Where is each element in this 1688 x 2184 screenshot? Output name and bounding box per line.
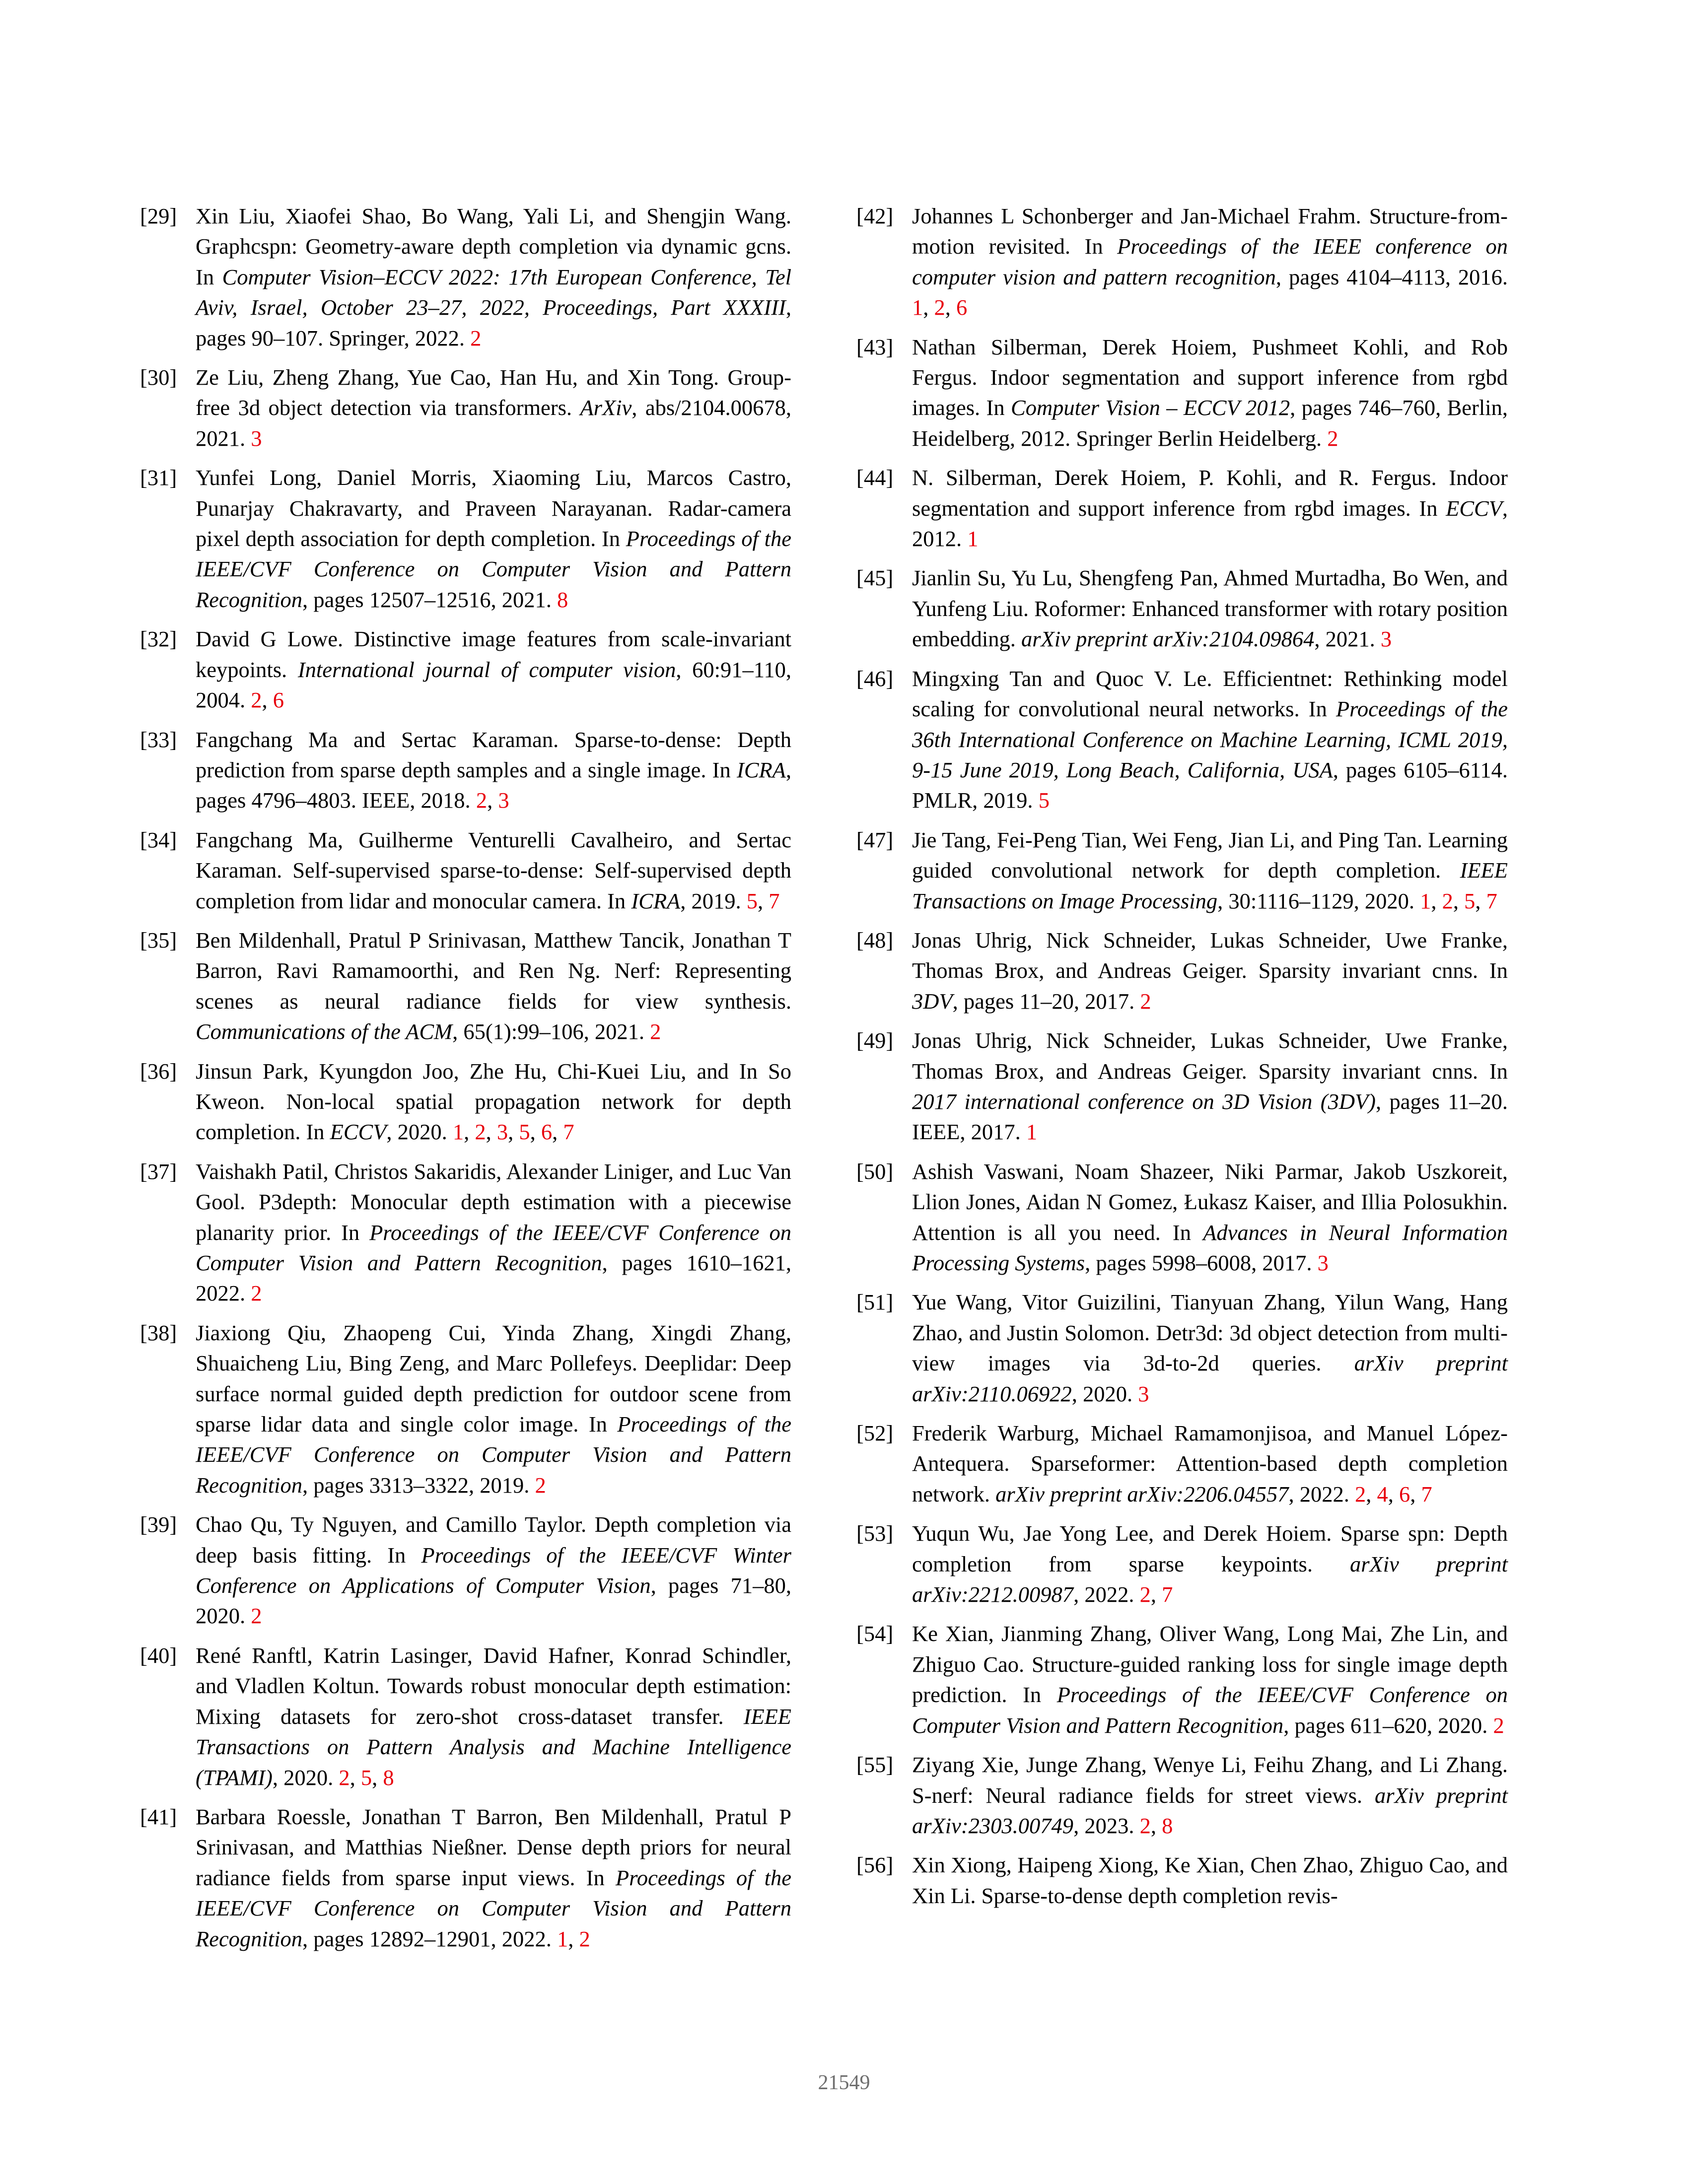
reference-segment: René Ranftl, Katrin Lasinger, David Hafner, Konrad Schindler, and Vladlen Koltun. Towards robust monocular depth estimation: Mixing datasets for zero-shot cross-dataset transfer.: [196, 1642, 791, 1729]
reference-text: [196, 1640, 791, 1793]
reference-venue: Computer Vision – ECCV 2012: [1011, 395, 1290, 420]
reference-segment: David G Lowe. Distinctive image features from scale-invariant keypoints.: [196, 626, 791, 682]
reference-segment: ,: [1453, 888, 1465, 913]
right-column: [856, 201, 1508, 1920]
citation-backlink[interactable]: 5: [360, 1765, 372, 1790]
reference-number: [54]: [856, 1621, 894, 1646]
reference-segment: Jonas Uhrig, Nick Schneider, Lukas Schneider, Uwe Franke, Thomas Brox, and Andreas Geiger. Sparsity invariant cnns. In: [912, 1028, 1508, 1084]
citation-backlink[interactable]: 5: [1464, 888, 1476, 913]
citation-backlink[interactable]: 1: [557, 1926, 568, 1951]
reference-segment: , pages 90–107. Springer, 2022.: [196, 295, 791, 350]
reference-segment: ,: [1431, 888, 1442, 913]
reference-item: [140, 624, 791, 715]
citation-backlink[interactable]: 5: [1038, 788, 1050, 813]
reference-text: [912, 925, 1508, 1017]
reference-number: [56]: [856, 1852, 894, 1878]
citation-backlink[interactable]: 5: [519, 1119, 530, 1145]
citation-backlink[interactable]: 2: [476, 788, 488, 813]
reference-item: [856, 1750, 1508, 1841]
reference-segment: ,: [945, 295, 956, 320]
reference-segment: , pages 11–20, 2017.: [952, 988, 1140, 1014]
reference-segment: Johannes L Schonberger and Jan-Michael Frahm. Structure-from-motion revisited. In: [912, 204, 1508, 259]
citation-backlink[interactable]: 2: [251, 1603, 262, 1629]
reference-segment: , 2020.: [386, 1119, 453, 1145]
reference-number: [50]: [856, 1159, 894, 1184]
reference-segment: Jiaxiong Qiu, Zhaopeng Cui, Yinda Zhang, Xingdi Zhang, Shuaicheng Liu, Bing Zeng, and Marc Pollefeys. Deeplidar: Deep surface normal guided depth prediction for outdoor scene from sparse lidar data and single color image. In: [196, 1320, 791, 1437]
citation-backlink[interactable]: 3: [496, 1119, 508, 1145]
reference-venue: Proceedings of the IEEE/CVF Conference on Computer Vision and Pattern Recognition: [912, 1682, 1508, 1738]
citation-backlink[interactable]: 2: [934, 295, 945, 320]
reference-venue: arXiv preprint arXiv:2206.04557: [995, 1481, 1289, 1506]
reference-segment: , pages 4104–4113, 2016.: [1275, 264, 1508, 289]
reference-text: [196, 1802, 791, 1954]
reference-segment: Xin Xiong, Haipeng Xiong, Ke Xian, Chen Zhao, Zhiguo Cao, and Xin Li. Sparse-to-dense depth completion revis-: [912, 1852, 1508, 1908]
left-column: [140, 201, 791, 1963]
reference-segment: Jonas Uhrig, Nick Schneider, Lukas Schneider, Uwe Franke, Thomas Brox, and Andreas Geiger. Sparsity invariant cnns. In: [912, 927, 1508, 983]
reference-item: [856, 1418, 1508, 1509]
reference-venue: Advances in Neural Information Processing Systems: [912, 1220, 1508, 1275]
reference-item: [140, 825, 791, 916]
reference-text: [196, 201, 791, 353]
reference-text: [196, 1056, 791, 1148]
reference-item: [140, 1640, 791, 1793]
citation-backlink[interactable]: 2: [470, 325, 482, 350]
reference-segment: Ashish Vaswani, Noam Shazeer, Niki Parmar, Jakob Uszkoreit, Llion Jones, Aidan N Gomez, Łukasz Kaiser, and Illia Polosukhin. Attention is all you need. In: [912, 1159, 1508, 1245]
reference-segment: ,: [464, 1119, 475, 1145]
reference-segment: Yue Wang, Vitor Guizilini, Tianyuan Zhang, Yilun Wang, Hang Zhao, and Justin Solomon. Detr3d: 3d object detection from multi-view images via 3d-to-2d queries.: [912, 1290, 1508, 1376]
reference-item: [856, 825, 1508, 916]
citation-backlink[interactable]: 6: [541, 1119, 553, 1145]
reference-number: [51]: [856, 1290, 894, 1315]
citation-backlink[interactable]: 3: [1317, 1250, 1329, 1275]
citation-backlink[interactable]: 2: [579, 1926, 590, 1951]
reference-segment: ,: [486, 1119, 497, 1145]
citation-backlink[interactable]: 8: [557, 587, 568, 612]
citation-backlink[interactable]: 7: [1421, 1481, 1432, 1506]
reference-segment: ,: [1475, 888, 1486, 913]
reference-text: [196, 825, 791, 916]
reference-number: [41]: [140, 1804, 177, 1829]
reference-item: [140, 925, 791, 1047]
reference-venue: Communications of the ACM: [196, 1019, 453, 1044]
reference-segment: Chao Qu, Ty Nguyen, and Camillo Taylor. Depth completion via deep basis fitting. In: [196, 1512, 791, 1568]
reference-number: [35]: [140, 927, 177, 953]
reference-item: [856, 332, 1508, 454]
reference-venue: arXiv preprint arXiv:2212.00987: [912, 1551, 1508, 1607]
reference-venue: ECCV: [1446, 495, 1502, 521]
citation-backlink[interactable]: 5: [746, 888, 758, 913]
reference-segment: , 2022.: [1073, 1582, 1140, 1607]
reference-segment: , 65(1):99–106, 2021.: [452, 1019, 650, 1044]
reference-venue: IEEE Transactions on Image Processing: [912, 858, 1508, 913]
citation-backlink[interactable]: 2: [251, 1281, 262, 1306]
reference-number: [48]: [856, 927, 894, 953]
reference-number: [40]: [140, 1642, 177, 1668]
reference-text: [912, 463, 1508, 554]
citation-backlink[interactable]: 1: [912, 295, 923, 320]
reference-segment: , 2020.: [272, 1765, 339, 1790]
reference-segment: ,: [487, 788, 498, 813]
reference-item: [140, 362, 791, 454]
citation-backlink[interactable]: 7: [1162, 1582, 1173, 1607]
reference-item: [140, 1056, 791, 1148]
reference-text: [912, 1750, 1508, 1841]
reference-segment: , pages 12507–12516, 2021.: [302, 587, 557, 612]
reference-text: [912, 825, 1508, 916]
reference-item: [856, 1518, 1508, 1610]
reference-venue: 2017 international conference on 3D Vision (3DV): [912, 1089, 1376, 1114]
reference-segment: , 30:1116–1129, 2020.: [1217, 888, 1420, 913]
reference-item: [856, 1619, 1508, 1741]
reference-text: [912, 1025, 1508, 1148]
reference-segment: Frederik Warburg, Michael Ramamonjisoa, and Manuel López-Antequera. Sparseformer: Attention-based depth completion network.: [912, 1421, 1508, 1506]
reference-segment: Fangchang Ma and Sertac Karaman. Sparse-to-dense: Depth prediction from sparse depth samples and a single image. In: [196, 727, 791, 782]
citation-backlink[interactable]: 8: [383, 1765, 394, 1790]
reference-venue: ArXiv: [580, 395, 632, 420]
reference-venue: Proceedings of the IEEE/CVF Conference on Computer Vision and Pattern Recognition: [196, 526, 791, 612]
reference-text: [196, 725, 791, 816]
reference-text: [196, 1157, 791, 1309]
reference-segment: ,: [508, 1119, 519, 1145]
reference-segment: , 2021.: [1314, 626, 1381, 652]
reference-venue: 3DV: [912, 988, 953, 1014]
reference-segment: Nathan Silberman, Derek Hoiem, Pushmeet Kohli, and Rob Fergus. Indoor segmentation and support inference from rgbd images. In: [912, 334, 1508, 420]
reference-segment: ,: [1150, 1813, 1162, 1838]
page-number: 21549: [818, 2071, 870, 2094]
reference-text: [196, 1509, 791, 1632]
reference-segment: , 2012.: [912, 495, 1508, 551]
reference-text: [912, 1619, 1508, 1741]
reference-segment: , pages 746–760, Berlin, Heidelberg, 2012. Springer Berlin Heidelberg.: [912, 395, 1508, 451]
citation-backlink[interactable]: 1: [967, 526, 979, 551]
citation-backlink[interactable]: 7: [769, 888, 780, 913]
reference-item: [856, 563, 1508, 654]
reference-item: [856, 925, 1508, 1017]
reference-text: [912, 664, 1508, 816]
reference-venue: Proceedings of the 36th International Conference on Machine Learning, ICML 2019, 9-15 June 2019, Long Beach, California, USA: [912, 696, 1508, 782]
reference-number: [33]: [140, 727, 177, 752]
reference-segment: Yunfei Long, Daniel Morris, Xiaoming Liu, Marcos Castro, Punarjay Chakravarty, and Praveen Narayanan. Radar-camera pixel depth association for depth completion. In: [196, 465, 791, 551]
reference-segment: , pages 71–80, 2020.: [196, 1573, 792, 1629]
citation-backlink[interactable]: 2: [535, 1472, 546, 1498]
reference-item: [856, 664, 1508, 816]
citation-backlink[interactable]: 2: [1327, 425, 1338, 451]
reference-segment: , pages 4796–4803. IEEE, 2018.: [196, 757, 791, 813]
reference-item: [856, 463, 1508, 554]
reference-item: [140, 1157, 791, 1309]
citation-backlink[interactable]: 2: [1139, 1813, 1151, 1838]
reference-number: [42]: [856, 204, 894, 228]
reference-number: [47]: [856, 827, 894, 852]
citation-backlink[interactable]: 2: [1493, 1712, 1504, 1738]
reference-segment: Jinsun Park, Kyungdon Joo, Zhe Hu, Chi-Kuei Liu, and In So Kweon. Non-local spatial propagation network for depth completion. In: [196, 1058, 791, 1145]
reference-number: [46]: [856, 666, 894, 691]
reference-segment: , 2020.: [1071, 1381, 1138, 1406]
reference-segment: , 2019.: [680, 888, 747, 913]
reference-venue: Proceedings of the IEEE/CVF Conference on Computer Vision and Pattern Recognition: [196, 1865, 791, 1951]
reference-venue: Proceedings of the IEEE conference on computer vision and pattern recognition: [912, 234, 1508, 289]
reference-segment: , pages 6105–6114. PMLR, 2019.: [912, 757, 1508, 813]
reference-text: [912, 1850, 1508, 1911]
citation-backlink[interactable]: 7: [563, 1119, 574, 1145]
reference-segment: , pages 5998–6008, 2017.: [1085, 1250, 1318, 1275]
citation-backlink[interactable]: 3: [251, 425, 262, 451]
reference-venue: Computer Vision–ECCV 2022: 17th European Conference, Tel Aviv, Israel, October 23–27, 2022, Proceedings, Part XXXIII: [196, 264, 791, 320]
reference-venue: Proceedings of the IEEE/CVF Winter Conference on Applications of Computer Vision: [196, 1542, 791, 1598]
reference-text: [196, 362, 791, 454]
citation-backlink[interactable]: 2: [475, 1119, 486, 1145]
reference-number: [43]: [856, 334, 894, 359]
reference-segment: , 60:91–110, 2004.: [196, 657, 792, 713]
reference-text: [912, 1157, 1508, 1279]
citation-backlink[interactable]: 3: [1380, 626, 1392, 652]
reference-item: [856, 1850, 1508, 1911]
reference-number: [29]: [140, 204, 177, 228]
reference-segment: , 2022.: [1288, 1481, 1355, 1506]
reference-venue: arXiv preprint arXiv:2303.00749: [912, 1782, 1508, 1838]
reference-number: [44]: [856, 465, 894, 490]
reference-venue: arXiv preprint arXiv:2104.09864: [1021, 626, 1315, 652]
reference-venue: ECCV: [330, 1119, 387, 1145]
reference-segment: , abs/2104.00678, 2021.: [196, 395, 792, 451]
citation-backlink[interactable]: 2: [1139, 1582, 1151, 1607]
reference-segment: , pages 1610–1621, 2022.: [196, 1250, 791, 1306]
reference-text: [912, 201, 1508, 323]
reference-segment: Mingxing Tan and Quoc V. Le. Efficientnet: Rethinking model scaling for convolutional neural networks. In: [912, 666, 1508, 722]
reference-number: [34]: [140, 827, 177, 852]
reference-segment: Ben Mildenhall, Pratul P Srinivasan, Matthew Tancik, Jonathan T Barron, Ravi Ramamoorthi, and Ren Ng. Nerf: Representing scenes as neural radiance fields for view synthesis.: [196, 927, 791, 1014]
reference-segment: Vaishakh Patil, Christos Sakaridis, Alexander Liniger, and Luc Van Gool. P3depth: Monocular depth estimation with a piecewise planarity prior. In: [196, 1159, 791, 1245]
reference-number: [32]: [140, 626, 177, 652]
reference-segment: N. Silberman, Derek Hoiem, P. Kohli, and R. Fergus. Indoor segmentation and support inference from rgbd images. In: [912, 465, 1508, 521]
reference-item: [140, 725, 791, 816]
reference-text: [912, 1287, 1508, 1409]
reference-text: [912, 332, 1508, 454]
reference-venue: arXiv preprint arXiv:2110.06922: [912, 1351, 1508, 1406]
reference-segment: Ziyang Xie, Junge Zhang, Wenye Li, Feihu Zhang, and Li Zhang. S-nerf: Neural radiance fields for street views.: [912, 1752, 1508, 1808]
citation-backlink[interactable]: 8: [1162, 1813, 1173, 1838]
reference-segment: Jianlin Su, Yu Lu, Shengfeng Pan, Ahmed Murtadha, Bo Wen, and Yunfeng Liu. Roformer: Enhanced transformer with rotary position embedding.: [912, 565, 1508, 652]
reference-item: [856, 1157, 1508, 1279]
reference-item: [140, 1318, 791, 1501]
reference-text: [196, 624, 791, 715]
reference-item: [140, 1802, 791, 1954]
reference-number: [38]: [140, 1320, 177, 1345]
reference-segment: ,: [923, 295, 934, 320]
citation-backlink[interactable]: 2: [1442, 888, 1453, 913]
citation-backlink[interactable]: 6: [1399, 1481, 1410, 1506]
reference-segment: ,: [350, 1765, 361, 1790]
reference-number: [53]: [856, 1521, 894, 1546]
citation-backlink[interactable]: 3: [1138, 1381, 1149, 1406]
reference-segment: ,: [372, 1765, 383, 1790]
reference-segment: Ze Liu, Zheng Zhang, Yue Cao, Han Hu, and Xin Tong. Group-free 3d object detection via transformers.: [196, 365, 791, 420]
citation-backlink[interactable]: 1: [1420, 888, 1431, 913]
reference-segment: , pages 611–620, 2020.: [1283, 1712, 1493, 1738]
reference-segment: , pages 11–20. IEEE, 2017.: [912, 1089, 1508, 1145]
reference-item: [140, 463, 791, 615]
reference-segment: Ke Xian, Jianming Zhang, Oliver Wang, Long Mai, Zhe Lin, and Zhiguo Cao. Structure-guided ranking loss for single image depth prediction. In: [912, 1621, 1508, 1707]
reference-segment: Jie Tang, Fei-Peng Tian, Wei Feng, Jian Li, and Ping Tan. Learning guided convolutional network for depth completion.: [912, 827, 1508, 883]
citation-backlink[interactable]: 3: [498, 788, 509, 813]
reference-number: [55]: [856, 1752, 894, 1777]
reference-segment: , 2023.: [1073, 1813, 1140, 1838]
reference-item: [856, 201, 1508, 323]
citation-backlink[interactable]: 4: [1377, 1481, 1388, 1506]
reference-item: [856, 1025, 1508, 1148]
reference-segment: , pages 3313–3322, 2019.: [302, 1472, 535, 1498]
reference-text: [196, 925, 791, 1047]
citation-backlink[interactable]: 1: [452, 1119, 464, 1145]
reference-venue: ICRA: [737, 757, 786, 782]
citation-backlink[interactable]: 2: [251, 687, 262, 713]
reference-item: [856, 1287, 1508, 1409]
reference-number: [36]: [140, 1058, 177, 1084]
reference-venue: IEEE Transactions on Pattern Analysis and Machine Intelligence (TPAMI): [196, 1704, 791, 1790]
reference-number: [45]: [856, 565, 894, 591]
reference-segment: Xin Liu, Xiaofei Shao, Bo Wang, Yali Li, and Shengjin Wang. Graphcspn: Geometry-aware depth completion via dynamic gcns. In: [196, 204, 791, 289]
reference-venue: International journal of computer vision: [297, 657, 676, 682]
reference-segment: ,: [757, 888, 769, 913]
reference-segment: ,: [1410, 1481, 1421, 1506]
citation-backlink[interactable]: 2: [339, 1765, 350, 1790]
reference-text: [912, 1418, 1508, 1509]
reference-venue: Proceedings of the IEEE/CVF Conference on Computer Vision and Pattern Recognition: [196, 1412, 791, 1498]
reference-segment: ,: [568, 1926, 579, 1951]
reference-segment: , pages 12892–12901, 2022.: [302, 1926, 557, 1951]
reference-number: [52]: [856, 1421, 894, 1446]
reference-venue: Proceedings of the IEEE/CVF Conference on Computer Vision and Pattern Recognition: [196, 1220, 791, 1275]
reference-text: [912, 1518, 1508, 1610]
reference-item: [140, 1509, 791, 1632]
citation-backlink[interactable]: 1: [1026, 1119, 1038, 1145]
reference-number: [31]: [140, 465, 177, 490]
reference-segment: ,: [530, 1119, 541, 1145]
citation-backlink[interactable]: 2: [1140, 988, 1151, 1014]
reference-venue: ICRA: [631, 888, 681, 913]
reference-text: [912, 563, 1508, 654]
reference-segment: ,: [1150, 1582, 1162, 1607]
reference-text: [196, 463, 791, 615]
reference-segment: Fangchang Ma, Guilherme Venturelli Cavalheiro, and Sertac Karaman. Self-supervised sparse-to-dense: Self-supervised depth completion from lidar and monocular camera. In: [196, 827, 791, 913]
citation-backlink[interactable]: 2: [1354, 1481, 1366, 1506]
reference-text: [196, 1318, 791, 1501]
citation-backlink[interactable]: 2: [650, 1019, 661, 1044]
reference-number: [49]: [856, 1028, 894, 1053]
reference-number: [30]: [140, 365, 177, 390]
reference-number: [39]: [140, 1512, 177, 1537]
reference-number: [37]: [140, 1159, 177, 1184]
citation-backlink[interactable]: 6: [956, 295, 968, 320]
reference-segment: ,: [552, 1119, 563, 1145]
reference-segment: ,: [262, 687, 273, 713]
citation-backlink[interactable]: 7: [1486, 888, 1497, 913]
reference-segment: Barbara Roessle, Jonathan T Barron, Ben Mildenhall, Pratul P Srinivasan, and Matthias Nießner. Dense depth priors for neural radiance fields from sparse input views. In: [196, 1804, 791, 1890]
citation-backlink[interactable]: 6: [273, 687, 284, 713]
reference-segment: Yuqun Wu, Jae Yong Lee, and Derek Hoiem. Sparse spn: Depth completion from sparse keypoints.: [912, 1521, 1508, 1576]
reference-segment: ,: [1388, 1481, 1399, 1506]
reference-item: [140, 201, 791, 353]
reference-segment: ,: [1366, 1481, 1377, 1506]
